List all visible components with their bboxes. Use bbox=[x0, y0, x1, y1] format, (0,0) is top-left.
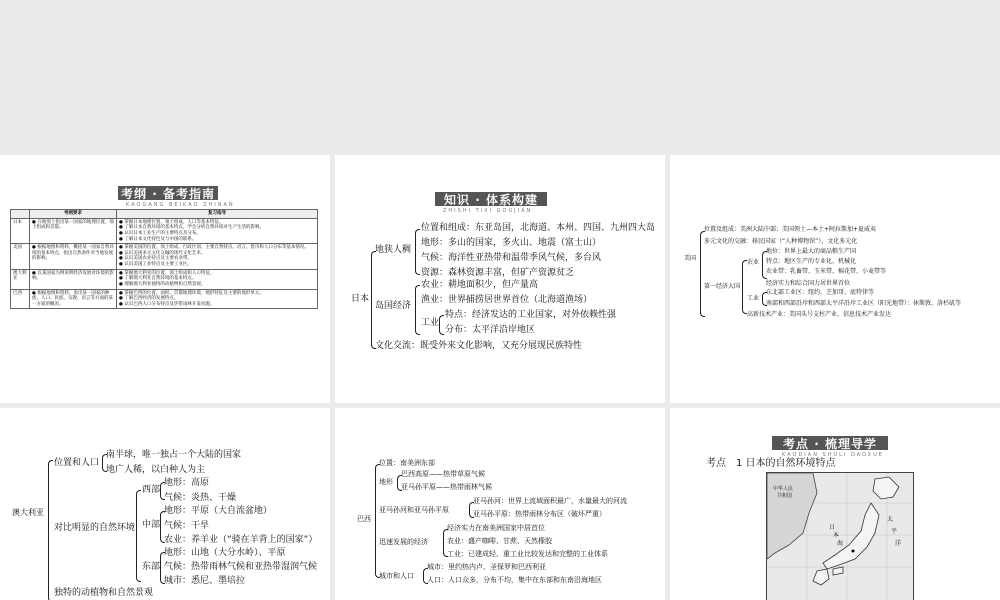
table-row bbox=[11, 289, 318, 309]
slide-header-subtitle: KAOGANG BEIKAO ZHINAN bbox=[126, 202, 235, 208]
mindmap-leaf: 高新技术产业：美国头号支柱产业，信息技术产业发达 bbox=[747, 311, 892, 318]
mindmap-leaf: 气候：炎热、干燥 bbox=[164, 493, 237, 503]
mindmap-leaf: 气候：海洋性亚热带和温带季风气候，多台风 bbox=[421, 253, 602, 263]
table-row bbox=[11, 244, 318, 270]
mindmap-branch: 独特的动植物和自然景观 bbox=[54, 588, 154, 598]
exam-guide-table bbox=[10, 209, 318, 309]
mindmap-branch: 迅速发展的经济 bbox=[379, 538, 428, 546]
table-row bbox=[11, 269, 318, 289]
requirement-cell: ● 根据地图和资料，说出某一国家的种族、人口、民族、宗教、语言等方面的某一方面的概况。 bbox=[30, 289, 117, 309]
map-label: 太 bbox=[887, 516, 894, 523]
guide-cell: ● 掌握美国的位置、领土组成、行政区划、主要自然特点、语言、货币和人口分布等基本情况。 ● 认识美国多元文化交融的现代文化艺术。 ● 认识美国农业特点及主要农业带。 ● 认识美国工业特点及主要工业区。 bbox=[117, 244, 318, 270]
mindmap-leaf: 农业带：乳畜带、玉米带、棉花带、小麦带等 bbox=[766, 268, 887, 275]
mindmap-leaf: 南半球，唯一独占一个大陆的国家 bbox=[106, 450, 242, 460]
mindmap-bracket bbox=[742, 260, 747, 314]
mindmap-leaf: 城市：悉尼、墨培拉 bbox=[164, 576, 246, 586]
slide-header: 考点 · 梳理导学 bbox=[772, 436, 888, 450]
mindmap-leaf: 地形：多山的国家，多火山、地震（富士山） bbox=[421, 238, 602, 248]
slide-usa-mindmap[interactable] bbox=[670, 155, 1000, 403]
mindmap-root: 澳大利亚 bbox=[12, 508, 44, 517]
mindmap-leaf: 资源：森林资源丰富，但矿产资源贫乏 bbox=[421, 268, 575, 278]
guide-cell: ● 掌握澳大利亚的位置、领土组成和人口特征。 ● 了解澳大利亚自然环境的基本特点。 ● 理解澳大利亚独特的动植物和自然景观。 bbox=[117, 269, 318, 289]
slide-knowledge-system[interactable] bbox=[335, 155, 665, 403]
mindmap-branch: 城市和人口 bbox=[379, 572, 414, 580]
mindmap-branch: 中部 bbox=[142, 520, 161, 530]
mindmap-leaf: 多元文化的交融：移民国家（“人种博物馆”），文化多元化 bbox=[704, 238, 858, 245]
table-row bbox=[11, 218, 318, 244]
mindmap-leaf: 农业：盛产咖啡、甘蔗、天然橡胶 bbox=[447, 537, 552, 545]
slide-japan-map[interactable] bbox=[670, 408, 1000, 600]
map-label: 海 bbox=[837, 540, 844, 547]
mindmap-root: 美国 bbox=[684, 255, 697, 262]
requirement-cell: ● 以某国家为例说明经济发展对环境的影响。 bbox=[30, 269, 117, 289]
mindmap-branch: 位置：南美洲东部 bbox=[379, 459, 435, 467]
mindmap-leaf: 工业：已建成轻、重工业比较发达和完整的工业体系 bbox=[447, 550, 608, 558]
region-cell: 日本 bbox=[11, 218, 30, 244]
mindmap-leaf: 特点：经济发达的工业国家，对外依赖性强 bbox=[445, 310, 617, 320]
mindmap-bracket bbox=[439, 315, 444, 335]
mindmap-branch: 东部 bbox=[142, 562, 161, 572]
table-header-row bbox=[11, 210, 318, 219]
mindmap-leaf: 亚马孙平原——热带雨林气候 bbox=[401, 483, 492, 491]
mindmap-leaf: 地形：高原 bbox=[164, 478, 210, 488]
map-label: 共和国 bbox=[777, 493, 793, 499]
mindmap-leaf: 位置和组成：东亚岛国，北海道、本州、四国、九州四大岛 bbox=[421, 223, 656, 233]
table-header-cell: 复习指导 bbox=[117, 210, 318, 219]
mindmap-branch: 西部 bbox=[142, 485, 161, 495]
mindmap-branch: 农业 bbox=[747, 259, 760, 266]
table-header-cell bbox=[11, 210, 30, 219]
map-label: 日 bbox=[829, 524, 836, 531]
mindmap-branch: 第一经济大国 bbox=[704, 283, 741, 290]
mindmap-bracket bbox=[48, 460, 53, 600]
mindmap-branch: 位置和人口 bbox=[54, 458, 100, 468]
mindmap-leaf: 气候：干旱 bbox=[164, 521, 210, 531]
mindmap-leaf: 渔业：世界捕捞居世界首位（北海道渔场） bbox=[421, 295, 593, 305]
slide-header: 知识 · 体系构建 bbox=[435, 192, 547, 206]
mindmap-bracket bbox=[415, 285, 420, 335]
mindmap-leaf: 亚马孙河：世界上流域面积最广，水量最大的河流 bbox=[473, 497, 627, 505]
mindmap-leaf: 气候：热带雨林气候和亚热带湿润气候 bbox=[164, 562, 318, 572]
slide-header: 考纲 · 备考指南 bbox=[118, 186, 218, 200]
map-label: 中华人民 bbox=[773, 486, 794, 492]
mindmap-bracket bbox=[371, 251, 376, 349]
slide-header-subtitle: ZHISHI TIXI GOUJIAN bbox=[443, 208, 533, 214]
mindmap-bracket bbox=[415, 229, 420, 275]
mindmap-leaf: 农业：养羊业（“骑在羊背上的国家”） bbox=[164, 535, 318, 545]
mindmap-leaf: 农业：耕地面积少，但产量高 bbox=[421, 280, 539, 290]
mindmap-leaf: 位置及组成：美洲大陆中部；美国领土—本土+阿拉斯加+夏威夷 bbox=[704, 226, 877, 233]
mindmap-leaf: 地广人稀，以白种人为主 bbox=[106, 465, 206, 475]
mindmap-leaf: 亚马孙平原：热带雨林分布区（破坏严重） bbox=[473, 510, 606, 518]
mindmap-leaf: 经济实力在南美洲国家中居首位 bbox=[447, 524, 545, 532]
mindmap-leaf: 南部和西部沿岸和西部太平洋沿岸工业区（阳光地带）：休斯敦、洛杉矶等 bbox=[766, 300, 962, 307]
mindmap-leaf: 分布：太平洋沿岸地区 bbox=[445, 325, 536, 335]
mindmap-leaf: 巴西高原——热带草原气候 bbox=[401, 470, 485, 478]
mindmap-leaf: 地形：平原（大自流盆地） bbox=[164, 506, 273, 516]
mindmap-leaf: 工业 bbox=[421, 318, 440, 328]
mindmap-leaf: 人口：人口众多，分布不均，集中在东部和东南沿海地区 bbox=[427, 576, 602, 584]
mindmap-leaf: 东北部工业区：纽约、芝加哥、底特律等 bbox=[766, 289, 875, 296]
mindmap-leaf: 地形：山地（大分水岭）、平原 bbox=[164, 548, 286, 558]
mindmap-leaf: 城市：里约热内卢、圣保罗和巴西利亚 bbox=[427, 563, 546, 571]
guide-cell: ● 掌握日本地理位置、领土组成、人口等基本特征。 ● 了解日本自然环境的基本特点，学会分析自然环境对生产生活的影响。 ● 认识日本工业生产的主要特点及分布。 ● 了解日本文化特色及与中国的联系。 bbox=[117, 218, 318, 244]
mindmap-bracket bbox=[136, 490, 141, 582]
requirement-cell: ● 根据地图和资料，概括某一国家自然环境的基本特点，指出自然条件对当地发展的影响。 bbox=[30, 244, 117, 270]
mindmap-branch: 岛国经济 bbox=[375, 301, 412, 311]
mindmap-branch: 对比明显的自然环境 bbox=[54, 523, 136, 533]
japan-map bbox=[766, 472, 914, 600]
slide-header-subtitle: KAODIAN SHULI DAOXUE bbox=[782, 452, 884, 458]
table-header-cell: 考纲要求 bbox=[30, 210, 117, 219]
mindmap-leaf: 地位：世界上最大的商品粮生产国 bbox=[766, 248, 857, 255]
mindmap-branch: 亚马孙河和亚马孙平原 bbox=[379, 506, 449, 514]
mindmap-branch: 地形 bbox=[379, 478, 393, 486]
map-label: 洋 bbox=[895, 540, 902, 547]
region-cell: 巴西 bbox=[11, 289, 30, 309]
mindmap-root: 巴西 bbox=[357, 515, 371, 523]
slide-australia-mindmap[interactable] bbox=[0, 408, 330, 600]
mindmap-branch: 工业 bbox=[747, 295, 760, 302]
slide-brazil-mindmap[interactable] bbox=[335, 408, 665, 600]
mindmap-branch: 文化交流：既受外来文化影响，又充分展现民族特性 bbox=[375, 341, 583, 351]
mindmap-root: 日本 bbox=[351, 294, 370, 304]
region-cell: 澳大利亚 bbox=[11, 269, 30, 289]
guide-cell: ● 掌握巴西的位置、面积、首都地理环境，地形特征及主要的地形单元。 ● 了解巴西经济的发展特点。 ● 认识巴西人口分布特点及热带雨林开发问题。 bbox=[117, 289, 318, 309]
slide-exam-guide[interactable] bbox=[0, 155, 330, 403]
mindmap-leaf: 特点：地区生产的专业化、机械化 bbox=[766, 258, 857, 265]
mindmap-branch: 地狭人稠 bbox=[375, 245, 412, 255]
map-label: 本 bbox=[833, 532, 840, 539]
map-label: 平 bbox=[891, 528, 898, 535]
section-title: 考点 1 日本的自然环境特点 bbox=[706, 458, 836, 469]
mindmap-leaf: 经济实力和综合国力居世界首位 bbox=[766, 280, 851, 287]
requirement-cell: ● 在地图上指出某一国家的地理位置、领土组成和首都。 bbox=[30, 218, 117, 244]
region-cell: 美国 bbox=[11, 244, 30, 270]
